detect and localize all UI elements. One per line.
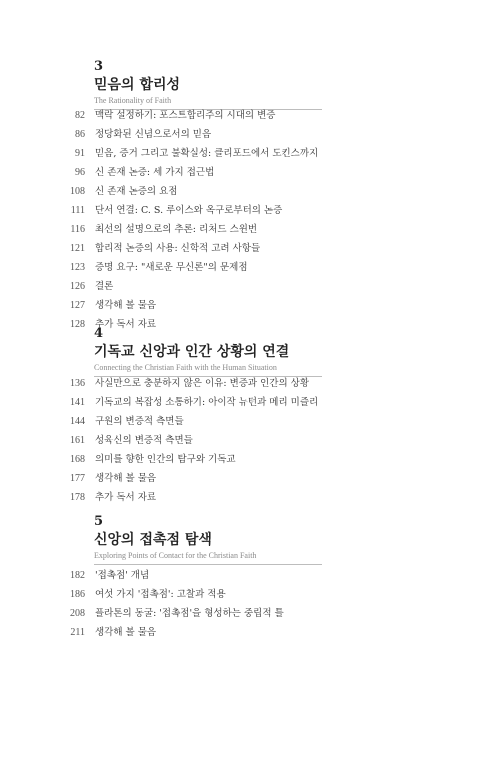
chapter-number: 5 [94,514,104,529]
entry-title: 신 존재 논증: 세 가지 접근법 [95,167,215,178]
entry-title: 사실만으로 충분하지 않은 이유: 변증과 인간의 상황 [95,378,310,389]
entry-title: 신 존재 논증의 요점 [95,186,178,197]
page-number: 141 [70,397,85,408]
chapter-title: 신앙의 접촉점 탐색 [94,532,212,548]
entry-title: 구원의 변증적 측면들 [95,416,184,427]
page-number: 111 [70,205,85,216]
page-number: 121 [70,243,85,254]
toc-entry[interactable] [0,242,500,261]
entry-title: 최선의 설명으로의 추론: 리처드 스윈번 [95,224,258,235]
page-number: 161 [70,435,85,446]
entry-title: 단서 연결: C. S. 루이스와 옥구로부터의 논증 [95,205,283,216]
toc-entry[interactable] [0,588,500,607]
toc-entry[interactable] [0,280,500,299]
page-number: 86 [75,129,85,140]
toc-entry[interactable] [0,261,500,280]
toc-entry[interactable] [0,377,500,396]
page-number: 91 [75,148,85,159]
page-number: 182 [70,570,85,581]
toc-entry[interactable] [0,299,500,318]
page-number: 168 [70,454,85,465]
chapter-subtitle: The Rationality of Faith [94,96,172,105]
toc-entry[interactable] [0,166,500,185]
page-number: 136 [70,378,85,389]
chapter-number: 4 [94,326,104,341]
chapter-subtitle: Exploring Points of Contact for the Christian Faith [94,551,257,560]
page-number: 144 [70,416,85,427]
entry-title: 성육신의 변증적 측면들 [95,435,193,446]
page-number: 96 [75,167,85,178]
page-number: 123 [70,262,85,273]
entry-title: 믿음, 증거 그리고 불확실성: 클리포드에서 도킨스까지 [95,148,319,159]
entry-title: 정당화된 신념으로서의 믿음 [95,129,212,140]
page-number: 178 [70,492,85,503]
entry-title: '접촉점' 개념 [95,570,150,581]
toc-entry[interactable] [0,147,500,166]
entry-title: 결론 [95,281,114,292]
page-number: 116 [70,224,85,235]
entry-title: 기독교의 복잡성 소통하기: 아이작 뉴턴과 메리 미즐리 [95,397,319,408]
page-number: 108 [70,186,85,197]
entry-title: 플라톤의 동굴: '접촉점'을 형성하는 중립적 틀 [95,608,284,619]
toc-entry[interactable] [0,607,500,626]
entry-title: 생각해 볼 물음 [95,473,157,484]
toc-entry[interactable] [0,491,500,510]
page-number: 82 [75,110,85,121]
entry-title: 맥락 설정하기: 포스트합리주의 시대의 변증 [95,110,276,121]
entry-title: 합리적 논증의 사용: 신학적 고려 사항들 [95,243,261,254]
toc-entry[interactable] [0,396,500,415]
page-number: 211 [70,627,85,638]
toc-entry[interactable] [0,453,500,472]
toc-entry[interactable] [0,626,500,645]
chapter-title: 기독교 신앙과 인간 상황의 연결 [94,344,290,360]
page-number: 186 [70,589,85,600]
entry-title: 생각해 볼 물음 [95,627,157,638]
chapter-number: 3 [94,59,104,74]
entry-title: 추가 독서 자료 [95,492,157,503]
toc-entry[interactable] [0,109,500,128]
entry-title: 증명 요구: "새로운 무신론"의 문제점 [95,262,248,273]
chapter-divider [94,564,322,565]
toc-entry[interactable] [0,434,500,453]
page-number: 208 [70,608,85,619]
toc-entry[interactable] [0,185,500,204]
chapter-subtitle: Connecting the Christian Faith with the Human Situation [94,363,277,372]
toc-entry[interactable] [0,569,500,588]
page-number: 128 [70,319,85,330]
toc-entry[interactable] [0,318,500,337]
chapter-title: 믿음의 합리성 [94,77,181,93]
toc-entry[interactable] [0,204,500,223]
entry-title: 생각해 볼 물음 [95,300,157,311]
page-number: 127 [70,300,85,311]
entry-title: 의미를 향한 인간의 탐구와 기독교 [95,454,236,465]
entry-title: 여섯 가지 '접촉점': 고찰과 적용 [95,589,226,600]
toc-entry[interactable] [0,472,500,491]
toc-entry[interactable] [0,128,500,147]
toc-entry[interactable] [0,223,500,242]
page-number: 177 [70,473,85,484]
toc-entry[interactable] [0,415,500,434]
page-number: 126 [70,281,85,292]
entry-title: 추가 독서 자료 [95,319,157,330]
